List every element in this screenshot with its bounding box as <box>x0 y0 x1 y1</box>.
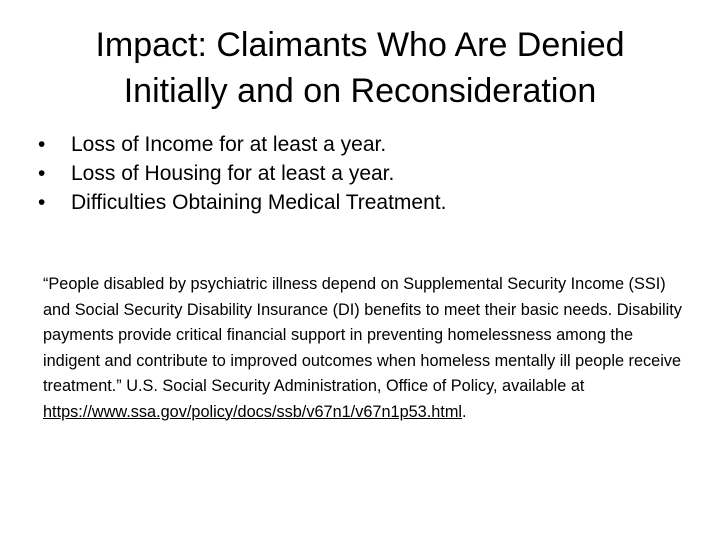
quote-paragraph <box>43 272 683 425</box>
bullet-dot-icon: • <box>38 191 46 214</box>
quote-end: . <box>462 402 467 421</box>
bullet-dot-icon: • <box>38 162 46 185</box>
bullet-item-medical <box>36 188 686 217</box>
title-line-2: Initially and on Reconsideration <box>123 72 597 110</box>
quote-text: “People disabled by psychiatric illness depend on Supplemental Security Income (SSI) and Social Security Disability Insurance (DI) benefits to meet their basic needs. Disability payments provide critical financial support in preventing homelessness among the indigent and contribute to improved outcomes when homeless mentally ill people receive treatment.” U.S. Social Security Administration, Office of Policy, available at <box>43 275 682 395</box>
bullet-text: Difficulties Obtaining Medical Treatment. <box>71 191 447 214</box>
title-line-1: Impact: Claimants Who Are Denied <box>95 26 625 64</box>
bullet-list <box>36 130 686 217</box>
slide-title <box>40 22 680 114</box>
bullet-text: Loss of Income for at least a year. <box>71 133 387 156</box>
bullet-dot-icon: • <box>38 133 46 156</box>
bullet-item-housing <box>36 159 686 188</box>
ssa-policy-link[interactable]: https://www.ssa.gov/policy/docs/ssb/v67n1/v67n1p53.html <box>43 402 463 421</box>
bullet-item-income <box>36 130 686 159</box>
bullet-text: Loss of Housing for at least a year. <box>71 162 395 185</box>
